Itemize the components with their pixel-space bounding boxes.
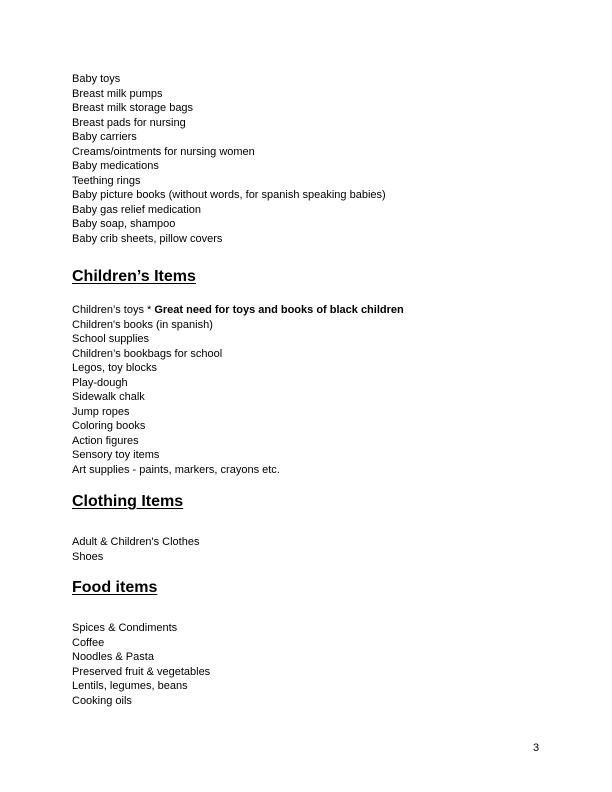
list-item: Breast milk storage bags — [72, 102, 194, 114]
list-item: Baby carriers — [72, 131, 137, 143]
list-item: Sensory toy items — [72, 449, 160, 461]
childrens-items-heading: Children’s Items — [72, 268, 196, 285]
list-item: Baby gas relief medication — [72, 203, 202, 216]
list-item: Breast pads for nursing — [72, 116, 186, 129]
clothing-items-heading: Clothing Items — [72, 493, 184, 510]
list-item: Preserved fruit & vegetables — [72, 665, 211, 678]
list-item: Noodles & Pasta — [72, 651, 154, 663]
list-item: Teething rings — [72, 174, 141, 187]
list-item: Jump ropes — [72, 405, 130, 418]
clothing-items-list — [72, 535, 199, 564]
list-item — [72, 303, 404, 318]
list-item: Shoes — [72, 550, 104, 563]
list-item: School supplies — [72, 333, 150, 345]
baby-items-list — [72, 72, 386, 246]
childrens-items-list — [72, 303, 404, 477]
food-items-list — [72, 621, 210, 708]
need-note: Great need for toys and books of black children — [154, 304, 404, 316]
list-item: Play-dough — [72, 376, 128, 389]
list-item: Adult & Children's Clothes — [72, 536, 200, 548]
list-item: Children’s bookbags for school — [72, 347, 223, 360]
list-item: Baby crib sheets, pillow covers — [72, 232, 223, 245]
page-number: 3 — [533, 742, 540, 754]
list-item: Spices & Condiments — [72, 622, 178, 634]
list-item: Cooking oils — [72, 694, 132, 707]
list-item: Coffee — [72, 636, 105, 649]
list-item: Coloring books — [72, 420, 146, 432]
list-item: Baby soap, shampoo — [72, 218, 176, 230]
list-item: Action figures — [72, 434, 139, 447]
food-items-heading: Food items — [72, 579, 158, 596]
list-item: Sidewalk chalk — [72, 391, 145, 403]
list-item: Lentils, legumes, beans — [72, 680, 188, 692]
list-item: Legos, toy blocks — [72, 362, 157, 374]
list-item: Baby medications — [72, 160, 159, 172]
list-item-text: Children’s toys * — [72, 304, 155, 316]
list-item: Children's books (in spanish) — [72, 318, 213, 331]
list-item: Baby picture books (without words, for spanish speaking babies) — [72, 189, 386, 201]
list-item: Breast milk pumps — [72, 87, 163, 100]
list-item: Baby toys — [72, 73, 121, 85]
list-item: Creams/ointments for nursing women — [72, 145, 255, 158]
list-item: Art supplies - paints, markers, crayons etc. — [72, 463, 280, 476]
